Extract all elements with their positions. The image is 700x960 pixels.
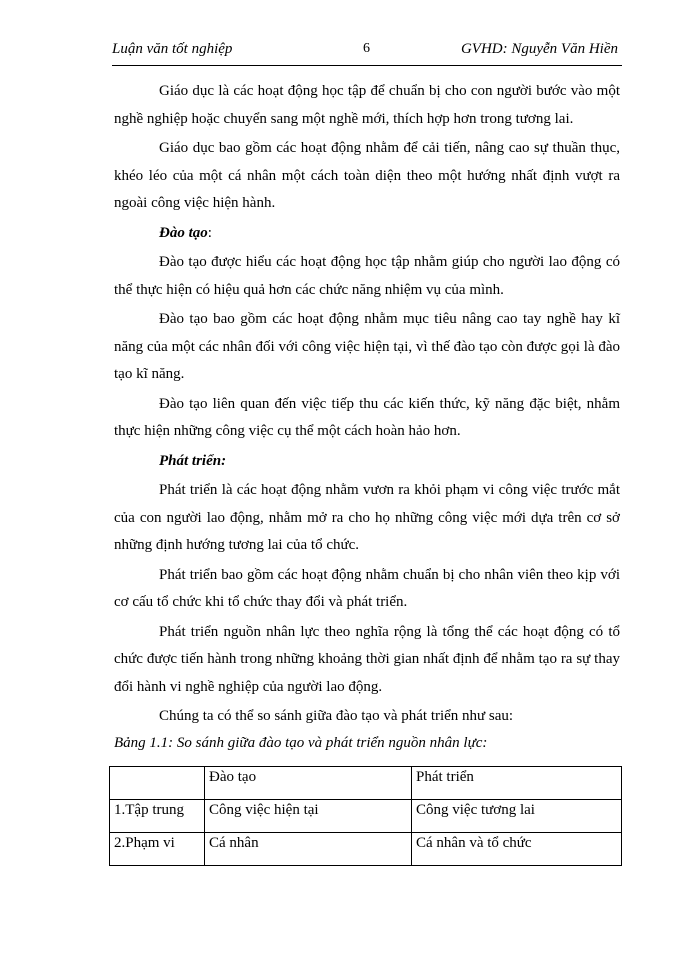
paragraph-training-definition: Đào tạo được hiểu các hoạt động học tập nhằm giúp cho người lao động có thể thực hiện có hiệu quả hơn các chức năng nhiệm vụ của mình. <box>114 254 620 298</box>
table-caption: Bảng 1.1: So sánh giữa đào tạo và phát triển nguồn nhân lực: <box>114 734 488 751</box>
table-cell: 1.Tập trung <box>110 800 205 833</box>
table-header-cell <box>110 767 205 800</box>
heading-training: Đào tạo <box>159 224 208 241</box>
table-cell: Công việc hiện tại <box>205 800 412 833</box>
table-cell: Công việc tương lai <box>412 800 622 833</box>
paragraph-comparison-intro: Chúng ta có thể so sánh giữa đào tạo và phát triển như sau: <box>159 708 514 724</box>
page-number: 6 <box>363 41 370 56</box>
paragraph-training-scope: Đào tạo bao gồm các hoạt động nhằm mục tiêu nâng cao tay nghề hay kĩ năng của một các nhân đối với công việc hiện tại, vì thế đào tạo còn được gọi là đào tạo kĩ năng. <box>114 311 620 382</box>
paragraph-development-definition: Phát triển là các hoạt động nhằm vươn ra khỏi phạm vi công việc trước mắt của con người lao động, nhằm mở ra cho họ những công việc mới dựa trên cơ sở những định hướng tương lai của tổ chức. <box>114 482 620 553</box>
table-cell: Cá nhân <box>205 833 412 866</box>
paragraph-training-knowledge: Đào tạo liên quan đến việc tiếp thu các kiến thức, kỹ năng đặc biệt, nhằm thực hiện những công việc cụ thể một cách hoàn hảo hơn. <box>114 395 620 439</box>
table-cell: Cá nhân và tổ chức <box>412 833 622 866</box>
table-row <box>110 833 622 866</box>
paragraph-education-definition: Giáo dục là các hoạt động học tập để chuẩn bị cho con người bước vào một nghề nghiệp hoặc chuyển sang một nghề mới, thích hợp hơn trong tương lai. <box>114 83 620 127</box>
page-header <box>112 41 622 66</box>
table-cell: 2.Phạm vi <box>110 833 205 866</box>
paragraph-hr-development: Phát triển nguồn nhân lực theo nghĩa rộng là tổng thể các hoạt động có tổ chức được tiến hành trong những khoảng thời gian nhất định để nhằm tạo ra sự thay đổi hành vi nghề nghiệp của người lao động. <box>114 623 620 695</box>
header-thesis-title: Luận văn tốt nghiệp <box>112 41 233 57</box>
paragraph-development-scope: Phát triển bao gồm các hoạt động nhằm chuẩn bị cho nhân viên theo kịp với cơ cấu tổ chức khi tổ chức thay đổi và phát triển. <box>114 566 620 610</box>
page-body <box>114 78 620 755</box>
comparison-table <box>109 766 622 866</box>
table-header-cell: Phát triển <box>412 767 622 800</box>
table-header-cell: Đào tạo <box>205 767 412 800</box>
heading-development: Phát triển: <box>159 452 227 469</box>
table-row <box>110 800 622 833</box>
table-header-row <box>110 767 622 800</box>
header-advisor: GVHD: Nguyễn Văn Hiền <box>460 41 618 57</box>
heading-training-colon: : <box>207 224 212 241</box>
heading-training-line <box>114 220 620 248</box>
paragraph-education-scope: Giáo dục bao gồm các hoạt động nhằm để cải tiến, nâng cao sự thuần thục, khéo léo của một cá nhân một cách toàn diện theo một hướng nhất định vượt ra ngoài công việc hiện hành. <box>114 140 620 211</box>
